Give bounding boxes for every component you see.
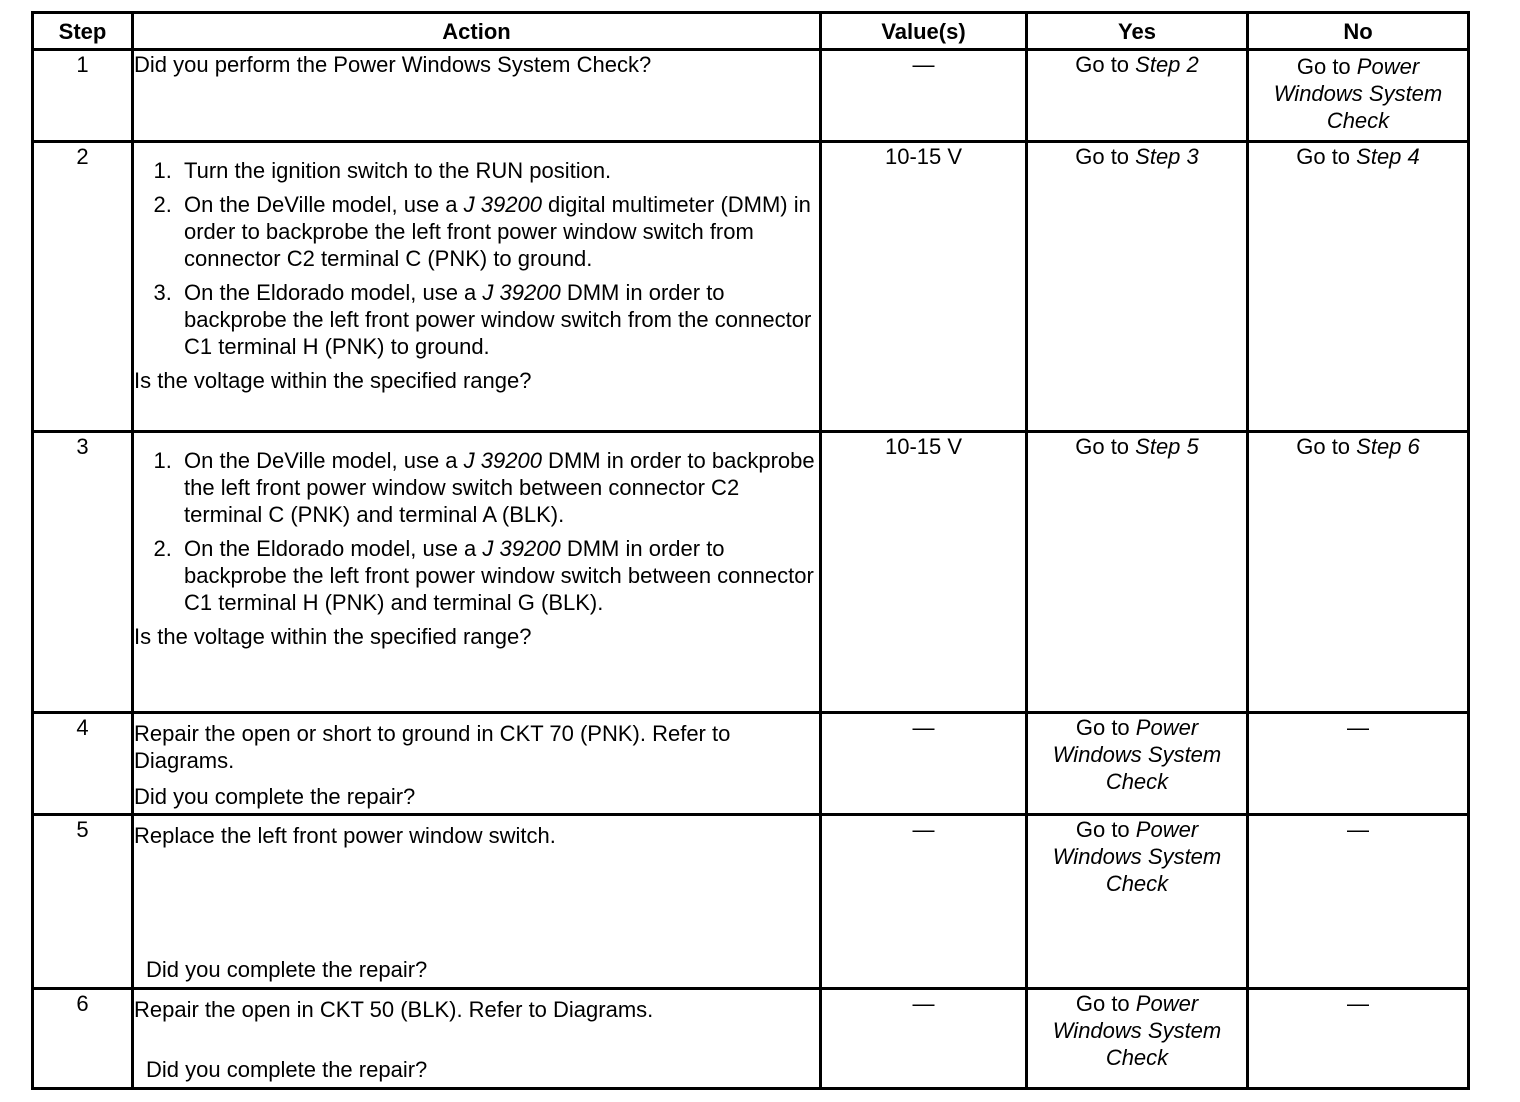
header-no: No xyxy=(1248,13,1469,50)
action-text: Repair the open in CKT 50 (BLK). Refer to Diagrams. xyxy=(134,997,654,1022)
action-text: Did you perform the Power Windows System Check? xyxy=(134,52,652,77)
yes-target: Step 2 xyxy=(1135,52,1199,77)
header-row xyxy=(33,13,1469,50)
no-target: Step 6 xyxy=(1356,434,1420,459)
value-cell: 10-15 V xyxy=(821,432,1027,713)
table-row xyxy=(33,432,1469,713)
header-yes: Yes xyxy=(1027,13,1248,50)
no-target: Power Windows System Check xyxy=(1273,54,1443,133)
action-step: 1. On the DeVille model, use a J 39200 DMM in order to backprobe the left front power window switch between connector C2 terminal C (PNK) and terminal A (BLK). xyxy=(178,447,819,528)
action-text: Repair the open or short to ground in CKT 70 (PNK). Refer to Diagrams. xyxy=(134,721,731,773)
action-question: Did you complete the repair? xyxy=(146,1057,428,1082)
yes-cell: Go to Step 5 xyxy=(1027,432,1248,713)
yes-cell xyxy=(1027,50,1248,142)
yes-prefix: Go to xyxy=(1075,52,1136,77)
yes-cell: Go to Power Windows System Check xyxy=(1027,815,1248,989)
action-steps xyxy=(134,157,819,360)
yes-target: Step 3 xyxy=(1135,144,1199,169)
yes-target: Power Windows System Check xyxy=(1052,715,1222,794)
table-row xyxy=(33,50,1469,142)
step-number: 5 xyxy=(33,815,133,989)
action-step: 2. On the Eldorado model, use a J 39200 DMM in order to backprobe the left front power window switch between connector C1 terminal H (PNK) and terminal G (BLK). xyxy=(178,535,819,616)
no-cell: Go to Step 6 xyxy=(1248,432,1469,713)
no-cell: — xyxy=(1248,713,1469,815)
yes-cell: Go to Step 3 xyxy=(1027,142,1248,432)
action-question: Is the voltage within the specified range? xyxy=(134,624,532,649)
yes-target: Power Windows System Check xyxy=(1052,991,1222,1070)
header-action: Action xyxy=(133,13,821,50)
action-text: Replace the left front power window switch. xyxy=(134,823,556,848)
action-question: Did you complete the repair? xyxy=(134,784,416,809)
value-cell: — xyxy=(821,713,1027,815)
header-step: Step xyxy=(33,13,133,50)
action-cell xyxy=(133,713,821,815)
value-cell: — xyxy=(821,50,1027,142)
action-steps xyxy=(134,447,819,616)
no-target: Step 4 xyxy=(1356,144,1420,169)
table-row xyxy=(33,989,1469,1089)
table-row xyxy=(33,815,1469,989)
yes-target: Power Windows System Check xyxy=(1052,817,1222,896)
no-cell xyxy=(1248,50,1469,142)
value-cell: — xyxy=(821,815,1027,989)
yes-target: Step 5 xyxy=(1135,434,1199,459)
action-question: Is the voltage within the specified range? xyxy=(134,368,532,393)
action-cell xyxy=(133,815,821,989)
table-row xyxy=(33,142,1469,432)
no-cell: — xyxy=(1248,989,1469,1089)
action-cell xyxy=(133,50,821,142)
action-cell xyxy=(133,432,821,713)
no-prefix: Go to xyxy=(1296,54,1357,79)
header-values: Value(s) xyxy=(821,13,1027,50)
no-cell: Go to Step 4 xyxy=(1248,142,1469,432)
value-cell: — xyxy=(821,989,1027,1089)
yes-cell: Go to Power Windows System Check xyxy=(1027,989,1248,1089)
step-number: 2 xyxy=(33,142,133,432)
table-row xyxy=(33,713,1469,815)
step-number: 1 xyxy=(33,50,133,142)
no-cell: — xyxy=(1248,815,1469,989)
action-cell xyxy=(133,142,821,432)
action-step: 1. Turn the ignition switch to the RUN position. xyxy=(178,157,819,184)
value-cell: 10-15 V xyxy=(821,142,1027,432)
diagnostic-table xyxy=(31,11,1470,1090)
action-question: Did you complete the repair? xyxy=(146,957,428,982)
action-step: 3. On the Eldorado model, use a J 39200 DMM in order to backprobe the left front power window switch from the connector C1 terminal H (PNK) to ground. xyxy=(178,279,819,360)
step-number: 3 xyxy=(33,432,133,713)
yes-cell: Go to Power Windows System Check xyxy=(1027,713,1248,815)
step-number: 4 xyxy=(33,713,133,815)
action-cell xyxy=(133,989,821,1089)
action-step: 2. On the DeVille model, use a J 39200 digital multimeter (DMM) in order to backprobe the left front power window switch from connector C2 terminal C (PNK) to ground. xyxy=(178,191,819,272)
step-number: 6 xyxy=(33,989,133,1089)
